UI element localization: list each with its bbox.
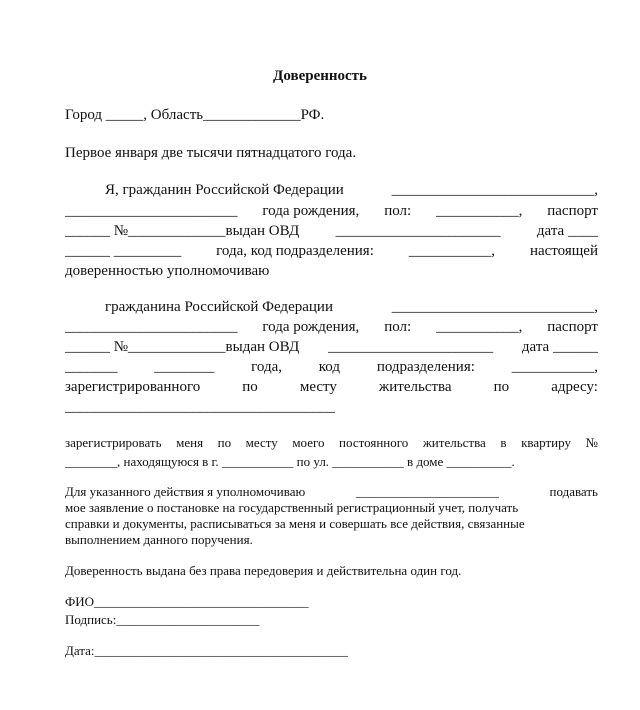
grantee-line-5: [65, 378, 598, 396]
purpose-word-5: моего: [292, 435, 325, 450]
validity-line: Доверенность выдана без права передоверия и действительна один год.: [65, 563, 462, 578]
grantee-residence-text: жительства: [378, 379, 452, 395]
purpose-word-4: месту: [245, 435, 278, 450]
grantee-code-blank: ___________,: [511, 359, 598, 375]
document-title: Доверенность: [273, 68, 367, 84]
grantee-address-blank: ____________________________________: [65, 399, 335, 415]
purpose-word-2: меня: [176, 435, 204, 450]
grantee-passport-label: паспорт: [547, 319, 598, 335]
grantor-line-3: [65, 222, 598, 240]
purpose-word-8: в: [500, 435, 507, 450]
purpose-line-2: ________, находящуюся в г. ___________ по ул. ___________ в доме __________.: [65, 454, 515, 469]
grantor-code-blank: ___________,: [408, 243, 496, 259]
grantee-po-text-1: по: [242, 379, 258, 395]
grantor-citizen-text: Я, гражданин Российской Федерации: [105, 182, 344, 198]
grantee-issue-date: дата ______: [521, 339, 598, 355]
grantee-line-3: [65, 338, 598, 356]
grantor-line-1: [105, 181, 598, 199]
grantee-citizen-text: гражданина Российской Федерации: [105, 299, 333, 315]
powers-line-3: справки и документы, расписываться за меня и совершать все действия, связанные: [65, 516, 525, 531]
grantor-line-5: доверенностью уполномочиваю: [65, 263, 270, 279]
fio-field: ФИО_________________________________: [65, 594, 309, 609]
grantee-address-label: адресу:: [551, 379, 598, 395]
grantor-issue-date: дата ____: [536, 223, 598, 239]
grantee-division-text: подразделения:: [376, 359, 475, 375]
grantee-line-4: [65, 358, 598, 376]
grantor-sex-label: пол:: [384, 203, 412, 219]
grantor-passport-number: ______ №_____________выдан ОВД: [65, 223, 300, 239]
powers-line-4: выполнением данного поручения.: [65, 532, 253, 547]
grantee-name-blank: ___________________________,: [391, 299, 598, 315]
powers-line-1: [65, 484, 598, 500]
grantor-line-2: [65, 202, 598, 220]
grantor-birth-blank: _______________________: [65, 203, 238, 219]
grantee-line-2: [65, 318, 598, 336]
grantor-birth-text: года рождения,: [262, 203, 360, 219]
powers-line-2: мое заявление о постановке на государственный регистрационный учет, получать: [65, 500, 519, 515]
grantee-birth-blank: _______________________: [65, 319, 238, 335]
grantor-code-text: года, код подразделения:: [216, 243, 374, 259]
purpose-word-3: по: [217, 435, 232, 450]
grantee-ovd-blank: ______________________: [328, 339, 494, 355]
powers-authorize-text: Для указанного действия я уполномочиваю: [65, 484, 306, 499]
grantee-po-text-2: по: [493, 379, 510, 395]
grantee-year-text: года,: [251, 359, 282, 375]
grantor-passport-label: паспорт: [547, 203, 598, 219]
grantor-present-text: настоящей: [529, 243, 598, 259]
purpose-word-1: зарегистрировать: [65, 435, 162, 450]
grantor-name-blank: ___________________________,: [391, 182, 598, 198]
date-field: Дата:_______________________________________: [65, 643, 349, 658]
purpose-line-1: [65, 435, 598, 451]
powers-submit-text: подавать: [549, 484, 598, 499]
purpose-word-7: жительства: [422, 435, 486, 450]
grantor-line-4: [65, 242, 598, 260]
grantor-sex-blank: ___________,: [436, 203, 523, 219]
grantee-birth-text: года рождения,: [262, 319, 360, 335]
date-line: Первое января две тысячи пятнадцатого года.: [65, 145, 357, 161]
grantee-date-blank-2: ________: [154, 359, 215, 375]
grantee-registered-text: зарегистрированного: [65, 379, 201, 395]
grantee-place-text: месту: [299, 379, 337, 395]
purpose-word-6: постоянного: [339, 435, 409, 450]
grantee-line-1: [105, 298, 598, 316]
grantee-passport-number: ______ №_____________выдан ОВД: [65, 339, 300, 355]
grantee-code-text: код: [318, 359, 341, 375]
grantee-sex-blank: ___________,: [436, 319, 523, 335]
purpose-number-sign: №: [585, 435, 598, 450]
grantee-date-blank-1: _______: [65, 359, 118, 375]
city-line: Город _____, Область_____________РФ.: [65, 107, 325, 123]
grantor-ovd-blank: ______________________: [335, 223, 501, 239]
grantor-date-blank: ______ _________: [65, 243, 182, 259]
grantee-sex-label: пол:: [384, 319, 412, 335]
purpose-word-9: квартиру: [521, 435, 571, 450]
signature-field: Подпись:______________________: [65, 612, 260, 627]
powers-name-blank: ______________________: [355, 484, 499, 499]
